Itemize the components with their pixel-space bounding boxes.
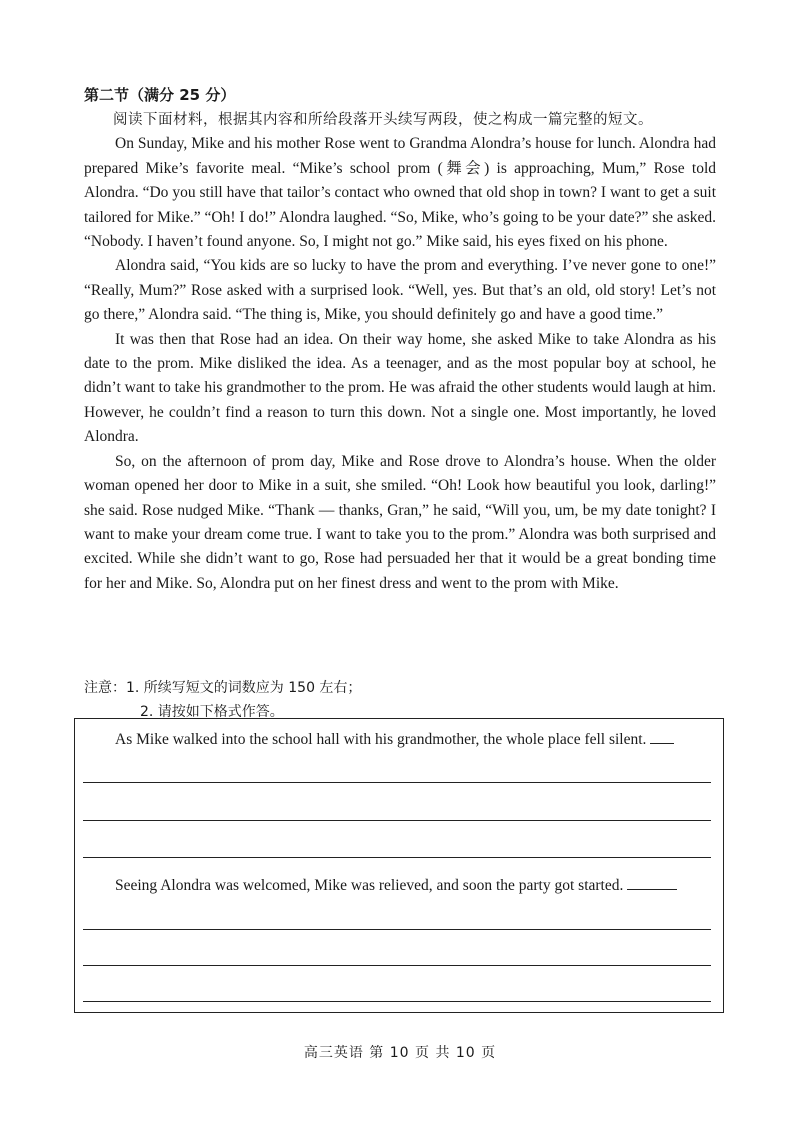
reading-passage — [84, 108, 716, 596]
writing-blank[interactable] — [627, 888, 677, 890]
prompt-1-text: As Mike walked into the school hall with his grandmother, the whole place fell silent. — [115, 731, 647, 748]
passage-paragraph-3: It was then that Rose had an idea. On their way home, she asked Mike to take Alondra as his date to the prom. Mike disliked the idea. As a teenager, and as the most popular boy at school, he didn’t want to take his grandmother to the prom. He was afraid the other students would laugh at him. However, he couldn’t find a reason to turn this down. Not a single one. Most importantly, he loved Alondra. — [84, 330, 716, 446]
prompt-2-text: Seeing Alondra was welcomed, Mike was relieved, and soon the party got started. — [115, 877, 624, 894]
writing-line[interactable] — [83, 820, 711, 821]
passage-paragraph-1: On Sunday, Mike and his mother Rose went to Grandma Alondra’s house for lunch. Alondra had prepared Mike’s favorite meal. “Mike’s school prom (舞会) is approaching, Mum,” Rose told Alondra. “Do you still have that tailor’s contact who owned that old shop in town? I want to get a suit tailored for Mike.” “Oh! I do!” Alondra laughed. “So, Mike, who’s going to be your date?” she asked. “Nobody. I haven’t found anyone. So, I might not go.” Mike said, his eyes fixed on his phone. — [84, 135, 716, 251]
writing-line[interactable] — [83, 965, 711, 966]
instruction-text: 阅读下面材料，根据其内容和所给段落开头续写两段，使之构成一篇完整的短文。 — [113, 112, 653, 128]
writing-blank[interactable] — [650, 742, 674, 744]
writing-line[interactable] — [83, 1001, 711, 1002]
passage-paragraph-4: So, on the afternoon of prom day, Mike and Rose drove to Alondra’s house. When the older woman opened her door to Mike in a suit, she smiled. “Oh! Look how beautiful you look, darling!” she said. Rose nudged Mike. “Thank — thanks, Gran,” he said, “Will you, um, be my date tonight? I want to make your dream come true. I want to take you to the prom.” Alondra was both surprised and excited. While she didn’t want to go, Rose had persuaded her that it would be a great bonding time for her and Mike. So, Alondra put on her finest dress and went to the prom with Mike. — [84, 452, 716, 592]
note-word-count: 注意：1. 所续写短文的词数应为 150 左右； — [84, 680, 362, 696]
writing-line[interactable] — [83, 857, 711, 858]
notes — [84, 676, 716, 724]
continuation-prompt-1 — [115, 731, 711, 749]
note-format: 2. 请按如下格式作答。 — [140, 704, 284, 720]
section-title: 第二节（满分 25 分） — [84, 86, 236, 104]
answer-box — [74, 718, 724, 1013]
continuation-prompt-2 — [115, 877, 711, 895]
writing-line[interactable] — [83, 782, 711, 783]
page-footer: 高三英语 第 10 页 共 10 页 — [303, 1045, 497, 1061]
writing-line[interactable] — [83, 929, 711, 930]
passage-paragraph-2: Alondra said, “You kids are so lucky to have the prom and everything. I’ve never gone to one!” “Really, Mum?” Rose asked with a surprised look. “Well, yes. But that’s an old, old story! Let’s not go there,” Alondra said. “The thing is, Mike, you should definitely go and have a good time.” — [84, 257, 716, 324]
